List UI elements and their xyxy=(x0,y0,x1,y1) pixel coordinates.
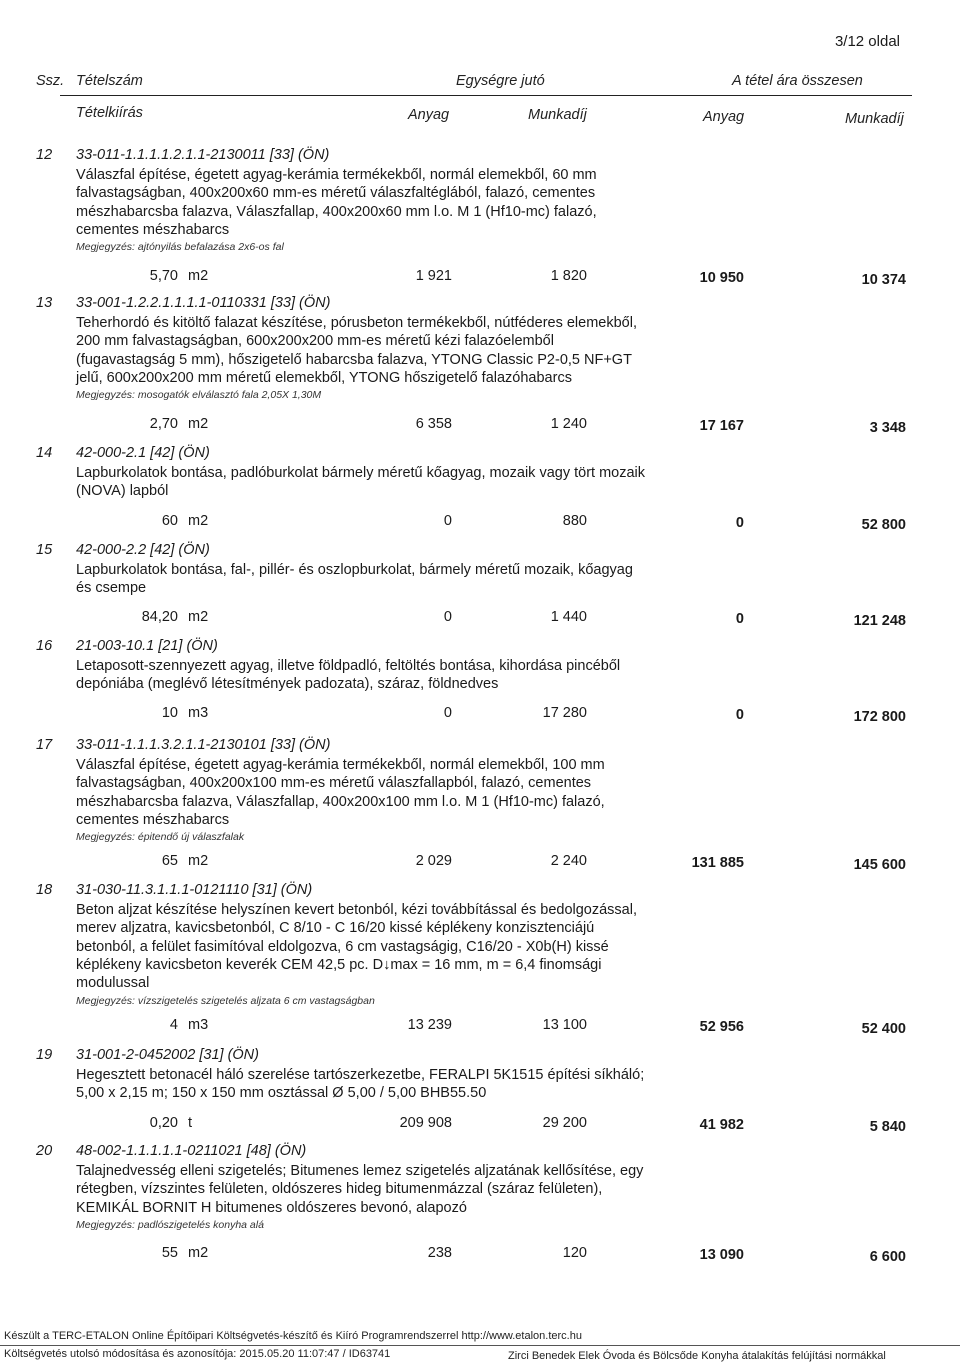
item-number: 18 xyxy=(36,882,53,898)
unit-material-price: 209 908 xyxy=(399,1115,452,1131)
unit-material-price: 0 xyxy=(443,705,452,721)
description-line: Talajnedvesség elleni szigetelés; Bitumenes lemez szigetelés aljzatának kellősítése, egy xyxy=(76,1163,644,1179)
item-note: Megjegyzés: épitendő új válaszfalak xyxy=(76,831,245,844)
description-line: képlékeny kavicsbeton keverék CEM 42,5 pc. D↓max = 16 mm, m = 6,4 finomsági xyxy=(76,956,602,973)
item-quantity: 84,20 xyxy=(141,609,178,625)
unit-material-price: 1 921 xyxy=(415,268,452,284)
total-material-price: 17 167 xyxy=(699,418,744,434)
page-number: 3/12 oldal xyxy=(834,33,900,50)
description-line: betonból, a felület fasimítóval eldolgozva, 6 cm vastagságig, C16/20 - X0b(H) kissé xyxy=(76,938,609,955)
item-description xyxy=(76,1066,676,1103)
description-line: 5,00 x 2,15 m; 150 x 150 mm osztással Ø 5,00 / 5,00 BHB55.50 xyxy=(76,1085,487,1102)
description-line: merev aljzatra, kavicsbetonból, C 8/10 - C 16/20 kissé képlékeny konzisztenciájú xyxy=(76,920,595,937)
item-note: Megjegyzés: vízszigetelés szigetelés aljzata 6 cm vastagságban xyxy=(76,994,375,1007)
item-number: 15 xyxy=(36,542,53,558)
item-description xyxy=(76,657,676,694)
header-tetel-ara: A tétel ára összesen xyxy=(732,73,863,89)
item-quantity: 5,70 xyxy=(149,268,178,284)
item-code: 42-000-2.1 [42] (ÖN) xyxy=(76,445,210,461)
total-material-price: 41 982 xyxy=(699,1117,744,1133)
item-unit: m2 xyxy=(188,416,209,432)
total-labor-price: 6 600 xyxy=(869,1249,906,1265)
description-line: mészhabarcsba falazva, Válaszfallap, 400x200x100 mm l.o. M 1 (Hf10-mc) falazó, xyxy=(76,793,605,810)
description-line: cementes mészhabarcs xyxy=(76,811,230,828)
description-line: modulussal xyxy=(76,975,150,992)
item-description xyxy=(76,756,676,829)
description-line: és csempe xyxy=(76,580,147,597)
total-labor-price: 52 400 xyxy=(861,1021,906,1037)
item-quantity: 0,20 xyxy=(149,1115,178,1131)
item-description xyxy=(76,464,676,501)
description-line: Beton aljzat készítése helyszínen kevert betonból, kézi továbbítással és bedolgozással, xyxy=(76,902,637,918)
unit-labor-price: 2 240 xyxy=(550,853,587,869)
unit-labor-price: 880 xyxy=(562,513,587,529)
item-unit: m3 xyxy=(188,705,209,721)
description-line: falvastagságban, 400x200x100 mm-es méretű válaszfallapból, falazó, cementes xyxy=(76,775,592,792)
footer-generator: Készült a TERC-ETALON Online Építőipari Költségvetés-készítő és Kiíró Programrendszerrel http://www.etalon.terc.hu xyxy=(4,1330,582,1342)
unit-material-price: 0 xyxy=(443,609,452,625)
header-ssz: Ssz. xyxy=(36,73,65,89)
item-description xyxy=(76,314,676,387)
item-unit: m3 xyxy=(188,1017,209,1033)
item-number: 20 xyxy=(36,1143,53,1159)
item-description xyxy=(76,561,676,598)
item-code: 33-011-1.1.1.3.2.1.1-2130101 [33] (ÖN) xyxy=(76,737,331,753)
description-line: (NOVA) lapból xyxy=(76,483,169,500)
description-line: Teherhordó és kitöltő falazat készítése, pórusbeton termékekből, nútféderes elemekből, xyxy=(76,315,637,331)
item-quantity: 60 xyxy=(161,513,178,529)
unit-labor-price: 120 xyxy=(562,1245,587,1261)
total-labor-price: 5 840 xyxy=(869,1119,906,1135)
description-line: KEMIKÁL BORNIT H bitumenes oldószeres bevonó, alapozó xyxy=(76,1199,467,1216)
total-labor-price: 121 248 xyxy=(853,613,906,629)
header-munkadij-total: Munkadíj xyxy=(845,111,904,127)
description-line: cementes mészhabarcs xyxy=(76,221,230,238)
unit-material-price: 2 029 xyxy=(415,853,452,869)
item-number: 16 xyxy=(36,638,53,654)
unit-material-price: 238 xyxy=(427,1245,452,1261)
item-number: 19 xyxy=(36,1047,53,1063)
item-description xyxy=(76,1162,676,1217)
item-code: 42-000-2.2 [42] (ÖN) xyxy=(76,542,210,558)
item-quantity: 55 xyxy=(161,1245,178,1261)
item-quantity: 65 xyxy=(161,853,178,869)
description-line: Válaszfal építése, égetett agyag-kerámia termékekből, normál elemekből, 60 mm xyxy=(76,167,597,183)
total-material-price: 0 xyxy=(735,515,744,531)
item-unit: m2 xyxy=(188,1245,209,1261)
total-labor-price: 10 374 xyxy=(861,272,906,288)
total-material-price: 131 885 xyxy=(691,855,744,871)
item-number: 13 xyxy=(36,295,53,311)
item-code: 31-030-11.3.1.1.1-0121110 [31] (ÖN) xyxy=(76,882,313,898)
total-material-price: 0 xyxy=(735,611,744,627)
total-labor-price: 145 600 xyxy=(853,857,906,873)
item-number: 12 xyxy=(36,147,53,163)
unit-material-price: 0 xyxy=(443,513,452,529)
footer-modified: Költségvetés utolsó módosítása és azonosítója: 2015.05.20 11:07:47 / ID63741 xyxy=(4,1348,391,1360)
description-line: 200 mm falvastagságban, 600x200x200 mm-es méretű kézi falazóelemből xyxy=(76,333,554,350)
item-note: Megjegyzés: ajtónyilás befalazása 2x6-os fal xyxy=(76,241,284,254)
unit-labor-price: 29 200 xyxy=(542,1115,587,1131)
header-anyag-unit: Anyag xyxy=(408,107,450,123)
unit-material-price: 13 239 xyxy=(407,1017,452,1033)
description-line: Lapburkolatok bontása, fal-, pillér- és oszlopburkolat, bármely méretű mozaik, kőagyag xyxy=(76,562,633,578)
item-code: 21-003-10.1 [21] (ÖN) xyxy=(76,638,218,654)
item-number: 17 xyxy=(36,737,53,753)
unit-labor-price: 17 280 xyxy=(542,705,587,721)
item-description xyxy=(76,166,676,239)
item-unit: t xyxy=(188,1115,193,1131)
item-code: 31-001-2-0452002 [31] (ÖN) xyxy=(76,1047,259,1063)
header-egysegre-juto: Egységre jutó xyxy=(456,73,545,89)
unit-labor-price: 13 100 xyxy=(542,1017,587,1033)
unit-labor-price: 1 440 xyxy=(550,609,587,625)
item-unit: m2 xyxy=(188,268,209,284)
total-material-price: 52 956 xyxy=(699,1019,744,1035)
item-note: Megjegyzés: mosogatók elválasztó fala 2,05X 1,30M xyxy=(76,389,322,402)
description-line: depóniába (meglévő létesítmények padozata), száraz, földnedves xyxy=(76,676,499,693)
item-unit: m2 xyxy=(188,513,209,529)
item-code: 33-011-1.1.1.1.2.1.1-2130011 [33] (ÖN) xyxy=(76,147,330,163)
description-line: Letaposott-szennyezett agyag, illetve földpadló, feltöltés bontása, kihordása pincéből xyxy=(76,658,621,674)
unit-labor-price: 1 240 xyxy=(550,416,587,432)
header-rule xyxy=(60,95,912,96)
footer-rule xyxy=(0,1345,960,1346)
header-anyag-total: Anyag xyxy=(703,109,745,125)
description-line: Válaszfal építése, égetett agyag-kerámia termékekből, normál elemekből, 100 mm xyxy=(76,757,605,773)
total-material-price: 0 xyxy=(735,707,744,723)
description-line: mészhabarcsba falazva, Válaszfallap, 400x200x60 mm l.o. M 1 (Hf10-mc) falazó, xyxy=(76,203,597,220)
item-quantity: 2,70 xyxy=(149,416,178,432)
item-code: 33-001-1.2.2.1.1.1.1-0110331 [33] (ÖN) xyxy=(76,295,331,311)
item-unit: m2 xyxy=(188,853,209,869)
item-description xyxy=(76,901,676,992)
item-quantity: 10 xyxy=(161,705,178,721)
item-note: Megjegyzés: padlószigetelés konyha alá xyxy=(76,1218,264,1231)
total-labor-price: 3 348 xyxy=(869,420,906,436)
description-line: (fugavastagság 5 mm), hőszigetelő habarcsba falazva, YTONG Classic P2-0,5 NF+GT xyxy=(76,351,632,368)
total-material-price: 13 090 xyxy=(699,1247,744,1263)
description-line: falvastagságban, 400x200x60 mm-es méretű válaszfaltéglából, falazó, cementes xyxy=(76,185,596,202)
total-material-price: 10 950 xyxy=(699,270,744,286)
description-line: Hegesztett betonacél háló szerelése tartószerkezetbe, FERALPI 5K1515 építési síkháló; xyxy=(76,1067,645,1083)
header-tetelszam: Tételszám xyxy=(76,73,143,89)
unit-material-price: 6 358 xyxy=(415,416,452,432)
item-quantity: 4 xyxy=(169,1017,178,1033)
footer-project: Zirci Benedek Elek Óvoda és Bölcsőde Konyha átalakítás felújítási normákkal xyxy=(508,1350,886,1362)
description-line: jelű, 600x200x200 mm méretű elemekből, YTONG hőszigetelő falazóhabarcs xyxy=(76,369,572,386)
item-unit: m2 xyxy=(188,609,209,625)
total-labor-price: 172 800 xyxy=(853,709,906,725)
description-line: rétegben, vízszintes felületen, oldószeres hideg bitumenmázzal (száraz felületen), xyxy=(76,1181,603,1198)
item-number: 14 xyxy=(36,445,53,461)
total-labor-price: 52 800 xyxy=(861,517,906,533)
item-code: 48-002-1.1.1.1.1-0211021 [48] (ÖN) xyxy=(76,1143,307,1159)
description-line: Lapburkolatok bontása, padlóburkolat bármely méretű kőagyag, mozaik vagy tört mozaik xyxy=(76,465,646,481)
header-munkadij-unit: Munkadíj xyxy=(528,107,587,123)
header-tetelkiiras: Tételkiírás xyxy=(76,105,143,121)
unit-labor-price: 1 820 xyxy=(550,268,587,284)
